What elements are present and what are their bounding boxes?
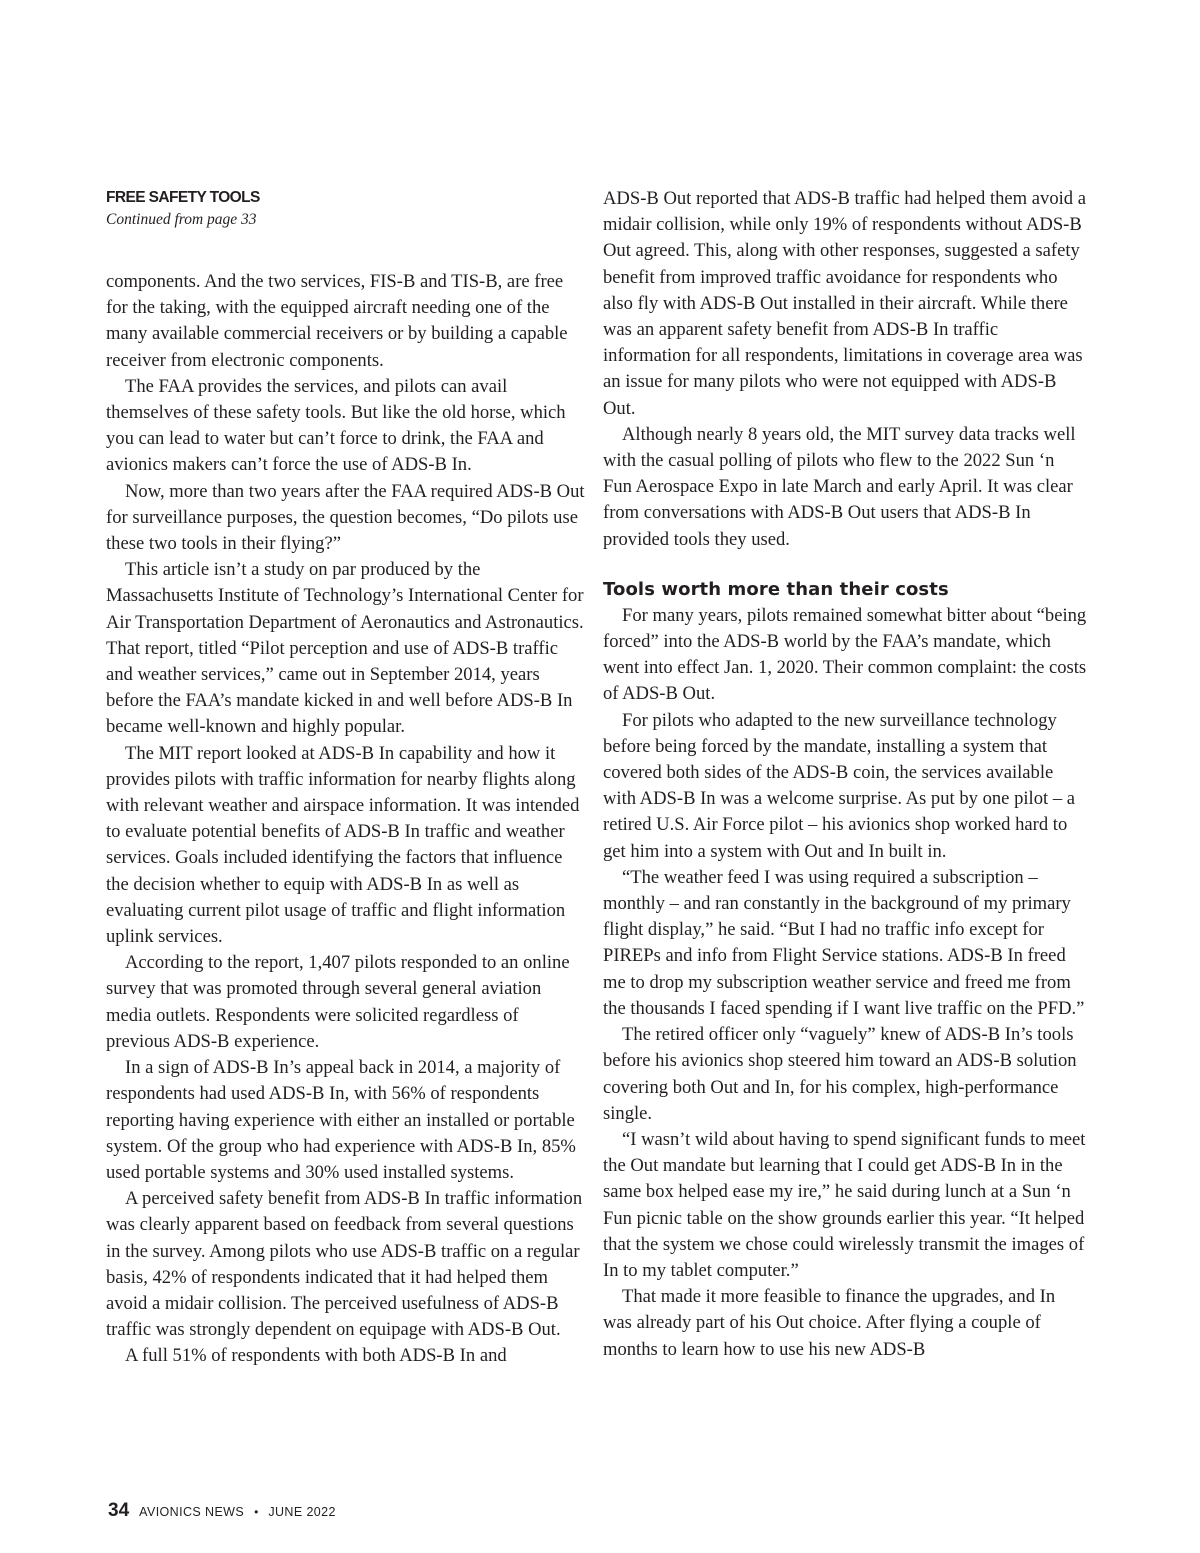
publication-name: AVIONICS NEWS — [139, 1505, 245, 1519]
body-paragraph: In a sign of ADS-B In’s appeal back in 2014, a majority of respondents had used ADS-B In, with 56% of respondents reporting having experience with either an installed or portable system. Of the group who had experience with ADS-B In, 85% used portable systems and 30% used installed systems. — [106, 1057, 576, 1183]
page-number: 34 — [108, 1500, 130, 1521]
body-paragraph: “The weather feed I was using required a subscription – monthly – and ran constantly in the background of my primary flight display,” he said. “But I had no traffic info except for PIREPs and info from Flight Service stations. ADS-B In freed me to drop my subscription weather service and freed me from the thousands I faced spending if I want live traffic on the PFD.” — [603, 866, 1085, 1019]
body-paragraph: For pilots who adapted to the new surveillance technology before being forced by the mandate, installing a system that covered both sides of the ADS-B coin, the services available with ADS-B In was a welcome surprise. As put by one pilot – a retired U.S. Air Force pilot – his avionics shop worked hard to get him into a system with Out and In built in. — [603, 709, 1076, 862]
body-paragraph: Although nearly 8 years old, the MIT survey data tracks well with the casual polling of pilots who flew to the 2022 Sun ‘n Fun Aerospace Expo in late March and early April. It was clear from conversations with ADS-B Out users that ADS-B In provided tools they used. — [603, 423, 1076, 550]
body-paragraph: For many years, pilots remained somewhat bitter about “being forced” into the ADS-B world by the FAA’s mandate, which went into effect Jan. 1, 2020. Their common complaint: the costs of ADS-B Out. — [603, 604, 1087, 705]
issue-date: JUNE 2022 — [268, 1505, 336, 1519]
body-paragraph: ADS-B Out reported that ADS-B traffic had helped them avoid a midair collision, while only 19% of respondents without ADS-B Out agreed. This, along with other responses, suggested a safety benefit from improved traffic avoidance for respondents who also fly with ADS-B Out installed in their aircraft. While there was an apparent safety benefit from ADS-B In traffic information for all respondents, limitations in coverage area was an issue for many pilots who were not equipped with ADS-B Out. — [603, 188, 1086, 419]
body-paragraph: A full 51% of respondents with both ADS-B In and — [125, 1345, 507, 1367]
footer-separator: • — [254, 1505, 259, 1519]
body-paragraph: A perceived safety benefit from ADS-B In traffic information was clearly apparent based on feedback from several questions in the survey. Among pilots who use ADS-B traffic on a regular basis, 42% of respondents indicated that it had helped them avoid a midair collision. The perceived usefulness of ADS-B traffic was strongly dependent on equipage with ADS-B Out. — [106, 1188, 583, 1341]
section-tag: FREE SAFETY TOOLS — [106, 189, 260, 206]
right-column — [603, 186, 1087, 1363]
body-paragraph: That made it more feasible to finance the upgrades, and In was already part of his Out choice. After flying a couple of months to learn how to use his new ADS-B — [603, 1286, 1056, 1360]
page-footer — [108, 1500, 336, 1522]
section-subhead: Tools worth more than their costs — [603, 578, 949, 600]
body-paragraph: components. And the two services, FIS-B and TIS-B, are free for the taking, with the equipped aircraft needing one of the many available commercial receivers or by building a capable receiver from electronic components. — [106, 271, 568, 371]
body-paragraph: The retired officer only “vaguely” knew of ADS-B In’s tools before his avionics shop steered him toward an ADS-B solution covering both Out and In, for his complex, high-performance single. — [603, 1024, 1077, 1124]
body-paragraph: This article isn’t a study on par produced by the Massachusetts Institute of Technology’s International Center for Air Transportation Department of Aeronautics and Astronautics. That report, titled “Pilot perception and use of ADS-B traffic and weather services,” came out in September 2014, years before the FAA’s mandate kicked in and well before ADS-B In became well-known and highly popular. — [106, 559, 584, 738]
body-paragraph: “I wasn’t wild about having to spend significant funds to meet the Out mandate but learning that I could get ADS-B In in the same box helped ease my ire,” he said during lunch at a Sun ‘n Fun picnic table on the show grounds earlier this year. “It helped that the system we chose could wirelessly transmit the images of In to my tablet computer.” — [603, 1128, 1086, 1281]
left-column — [106, 186, 586, 1370]
body-paragraph: The FAA provides the services, and pilots can avail themselves of these safety tools. But like the old horse, which you can lead to water but can’t force to drink, the FAA and avionics makers can’t force the use of ADS-B In. — [106, 375, 566, 476]
body-paragraph: According to the report, 1,407 pilots responded to an online survey that was promoted through several general aviation media outlets. Respondents were solicited regardless of previous ADS-B experience. — [106, 952, 570, 1052]
body-paragraph: The MIT report looked at ADS-B In capability and how it provides pilots with traffic information for nearby flights along with relevant weather and airspace information. It was intended to evaluate potential benefits of ADS-B In traffic and weather services. Goals included identifying the factors that influence the decision whether to equip with ADS-B In as well as evaluating current pilot usage of traffic and flight information uplink services. — [106, 742, 580, 948]
continued-from-note: Continued from page 33 — [106, 211, 257, 228]
body-paragraph: Now, more than two years after the FAA required ADS-B Out for surveillance purposes, the question becomes, “Do pilots use these two tools in their flying?” — [106, 480, 585, 555]
